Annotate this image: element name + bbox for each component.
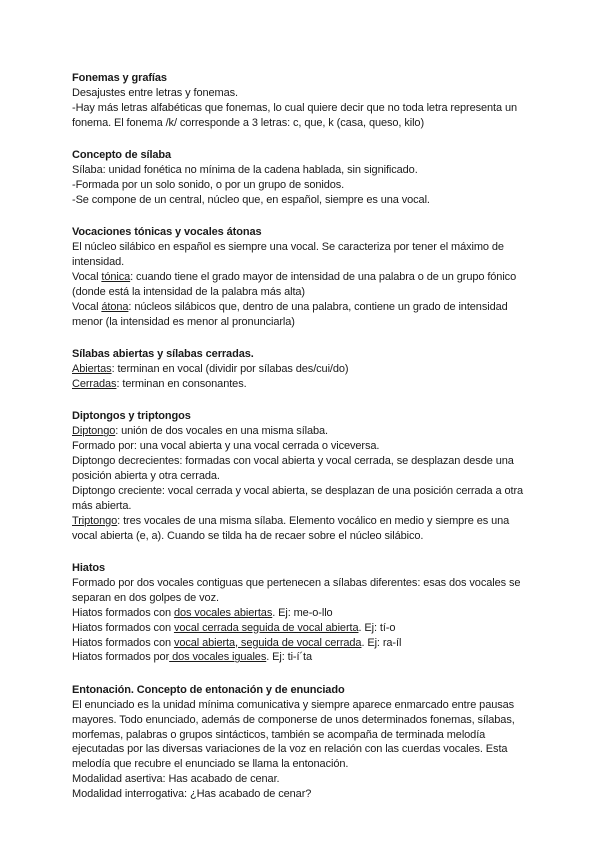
- text-run: . Ej: me-o-llo: [272, 606, 333, 619]
- section: [72, 683, 532, 802]
- paragraph: [72, 787, 532, 802]
- text-run: : núcleos silábicos que, dentro de una palabra, contiene un grado de intensidad menor (la intensidad es menor al pronunciarla): [72, 300, 508, 328]
- document-page: [72, 71, 532, 820]
- paragraph: [72, 240, 532, 270]
- paragraph: [72, 101, 532, 131]
- underlined-term: vocal abierta, seguida de vocal cerrada: [173, 636, 362, 649]
- section-heading: Hiatos: [72, 561, 106, 574]
- paragraph: [72, 270, 532, 300]
- underlined-term: Diptongo: [72, 425, 116, 438]
- text-run: Vocal: [72, 300, 102, 313]
- paragraph: [72, 178, 532, 193]
- text-run: : cuando tiene el grado mayor de intensidad de una palabra o de un grupo fónico (donde está la intensidad de la palabra más alta): [72, 270, 517, 298]
- section-heading: Diptongos y triptongos: [72, 410, 191, 423]
- paragraph: [72, 362, 532, 377]
- paragraph: [72, 163, 532, 178]
- text-run: Hiatos formados por: [72, 651, 170, 664]
- section-heading: Sílabas abiertas y sílabas cerradas.: [72, 348, 254, 361]
- text-run: Diptongo creciente: vocal cerrada y vocal abierta, se desplazan de una posición cerrada a otra más abierta.: [72, 484, 524, 512]
- text-run: : terminan en consonantes.: [116, 377, 247, 390]
- text-run: Sílaba: unidad fonética no mínima de la cadena hablada, sin significado.: [72, 164, 418, 177]
- paragraph: [72, 86, 532, 101]
- paragraph: [72, 439, 532, 454]
- text-run: -Se compone de un central, núcleo que, en español, siempre es una vocal.: [72, 193, 430, 206]
- paragraph: [72, 606, 532, 621]
- section: [72, 225, 532, 329]
- section: [72, 71, 532, 131]
- text-run: -Formada por un solo sonido, o por un grupo de sonidos.: [72, 178, 345, 191]
- paragraph: [72, 484, 532, 514]
- section-heading: Concepto de sílaba: [72, 149, 172, 162]
- text-run: Vocal: [72, 270, 102, 283]
- text-run: Hiatos formados con: [72, 636, 174, 649]
- section-heading: Fonemas y grafías: [72, 72, 167, 84]
- paragraph: [72, 621, 532, 636]
- paragraph: [72, 636, 532, 651]
- text-run: Modalidad interrogativa: ¿Has acabado de cenar?: [72, 788, 312, 801]
- text-run: El enunciado es la unidad mínima comunicativa y siempre aparece enmarcado entre pausas mayores. Todo enunciado, además de componerse de unos determinados fonemas, sílabas, morfemas, palabras o grupos sintácticos, también se acompaña de terminada melodía ejecutadas por las diversas variaciones de la voz en relación con las cuerdas vocales. Esta melodía que recubre el enunciado se llama la entonación.: [72, 698, 515, 771]
- paragraph: [72, 576, 532, 606]
- underlined-term: átona: [101, 300, 129, 313]
- text-run: Formado por dos vocales contiguas que pertenecen a sílabas diferentes: esas dos vocales se separan en dos golpes de voz.: [72, 576, 521, 604]
- section: [72, 148, 532, 208]
- underlined-term: Cerradas: [72, 377, 117, 390]
- text-run: Modalidad asertiva: Has acabado de cenar.: [72, 773, 280, 786]
- text-run: : unión de dos vocales en una misma sílaba.: [115, 425, 329, 438]
- underlined-term: tónica: [101, 270, 131, 283]
- section: [72, 561, 532, 665]
- text-run: . Ej: tí-o: [358, 621, 396, 634]
- paragraph: [72, 377, 532, 392]
- text-run: . Ej: ti-í´ta: [266, 651, 312, 664]
- underlined-term: vocal cerrada seguida de vocal abierta: [173, 621, 359, 634]
- text-run: Desajustes entre letras y fonemas.: [72, 86, 238, 99]
- paragraph: [72, 650, 532, 665]
- underlined-term: dos vocales iguales: [169, 651, 267, 664]
- underlined-term: Abiertas: [72, 363, 112, 375]
- text-run: El núcleo silábico en español es siempre una vocal. Se caracteriza por tener el máximo de intensidad.: [72, 241, 504, 269]
- document-body: [72, 71, 532, 802]
- section-heading: Entonación. Concepto de entonación y de enunciado: [72, 683, 345, 696]
- text-run: : terminan en vocal (dividir por sílabas des/cui/do): [111, 363, 349, 375]
- text-run: Hiatos formados con: [72, 606, 174, 619]
- text-run: Diptongo decrecientes: formadas con vocal abierta y vocal cerrada, se desplazan desde una posición abierta y otra cerrada.: [72, 455, 514, 482]
- text-run: Hiatos formados con: [72, 621, 174, 634]
- underlined-term: dos vocales abiertas: [173, 606, 273, 619]
- text-run: . Ej: ra-íl: [361, 636, 402, 649]
- underlined-term: Triptongo: [72, 514, 118, 527]
- paragraph: [72, 424, 532, 439]
- text-run: -Hay más letras alfabéticas que fonemas, lo cual quiere decir que no toda letra representa un fonema. El fonema /k/ corresponde a 3 letras: c, que, k (casa, queso, kilo): [72, 101, 518, 129]
- text-run: : tres vocales de una misma sílaba. Elemento vocálico en medio y siempre es una vocal abierta (e, a). Cuando se tilda ha de recaer sobre el núcleo silábico.: [72, 514, 510, 542]
- paragraph: [72, 772, 532, 787]
- text-run: Formado por: una vocal abierta y una vocal cerrada o viceversa.: [72, 440, 380, 453]
- paragraph: [72, 454, 532, 484]
- section-heading: Vocaciones tónicas y vocales átonas: [72, 226, 262, 239]
- section: [72, 347, 532, 392]
- paragraph: [72, 698, 532, 773]
- paragraph: [72, 193, 532, 208]
- paragraph: [72, 300, 532, 330]
- paragraph: [72, 514, 532, 544]
- section: [72, 409, 532, 543]
